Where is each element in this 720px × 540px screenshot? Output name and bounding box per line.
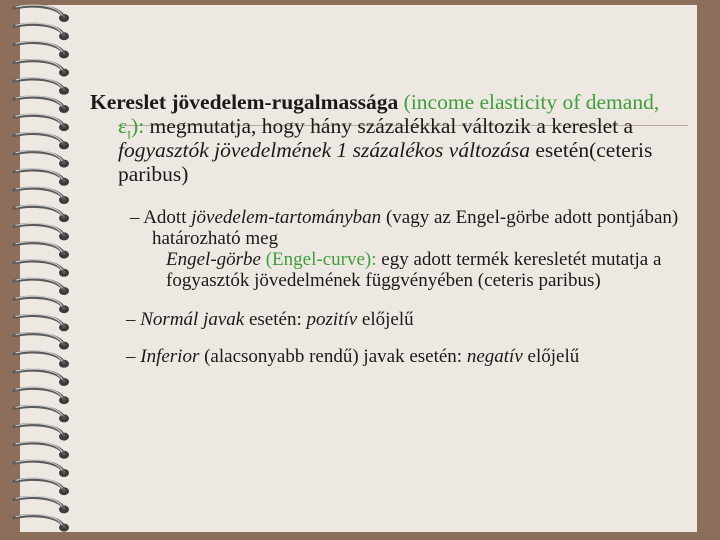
main-bullet xyxy=(90,90,690,186)
main-bullet-italic: fogyasztók jövedelmének 1 százalékos változása xyxy=(118,138,530,162)
binding-ring xyxy=(14,424,69,441)
binding-ring xyxy=(14,515,69,532)
binding-ring xyxy=(14,278,69,295)
binding-ring xyxy=(14,132,69,149)
dash: – xyxy=(130,207,140,228)
sub-bullet-inferior-goods: – Inferior (alacsonyabb rendű) javak esetén: negatív előjelű xyxy=(126,346,580,367)
binding-ring xyxy=(14,351,69,368)
dash: – xyxy=(126,309,136,330)
engel-curve-definition: Engel-görbe (Engel-curve): egy adott termék keresletét mutatja a fogyasztók jövedelmének függvényében (ceteris paribus) xyxy=(166,249,662,291)
binding-ring xyxy=(14,387,69,404)
binding-ring xyxy=(14,369,69,386)
spiral-binding xyxy=(0,0,90,540)
binding-ring xyxy=(14,223,69,240)
binding-ring xyxy=(14,60,69,77)
binding-ring xyxy=(14,460,69,477)
dash: – xyxy=(126,346,136,367)
main-bullet-paren: (income elasticity of demand, $\varepsilon_I$): xyxy=(118,90,660,142)
binding-ring xyxy=(14,296,69,313)
binding-ring xyxy=(14,442,69,459)
binding-ring xyxy=(14,333,69,350)
binding-ring xyxy=(14,151,69,168)
binding-ring xyxy=(14,496,69,513)
slide-content xyxy=(90,90,690,367)
binding-ring xyxy=(14,114,69,131)
binding-ring xyxy=(14,478,69,495)
binding-ring xyxy=(14,314,69,331)
binding-ring xyxy=(14,242,69,259)
main-bullet-text2: esetén(ceteris paribus) xyxy=(118,138,653,186)
sub-bullet-normal-goods: – Normál javak esetén: pozitív előjelű xyxy=(126,309,414,330)
binding-ring xyxy=(14,187,69,204)
binding-ring xyxy=(14,5,69,22)
binding-ring xyxy=(14,23,69,40)
binding-ring xyxy=(14,96,69,113)
main-bullet-text1: megmutatja, hogy hány százalékkal változik a kereslet a xyxy=(144,114,634,138)
binding-ring xyxy=(14,260,69,277)
binding-ring xyxy=(14,405,69,422)
binding-ring xyxy=(14,205,69,222)
binding-ring xyxy=(14,169,69,186)
main-bullet-lead: Kereslet jövedelem-rugalmassága xyxy=(90,90,399,114)
binding-ring xyxy=(14,41,69,58)
binding-ring xyxy=(14,78,69,95)
sub-bullet-engel: – Adott jövedelem-tartományban (vagy az Engel-görbe adott pontjában) határozható meg Engel-görbe (Engel-curve): egy adott termék keresletét mutatja a fogyasztók jövedelmének függvényében (ceteris paribus) xyxy=(90,207,690,291)
